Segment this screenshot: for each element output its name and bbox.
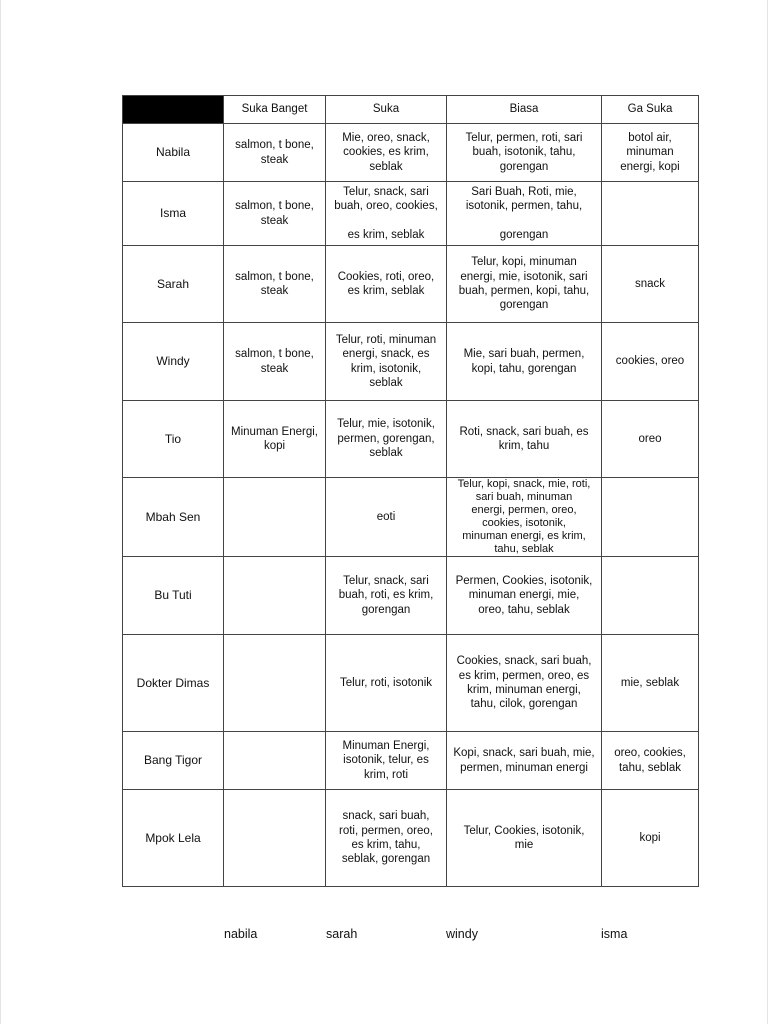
biasa-cell: Telur, kopi, snack, mie, roti, sari buah, minuman energi, permen, oreo, cookies, isotonik, minuman energi, es krim, tahu, seblak	[447, 478, 602, 557]
biasa-cell: Permen, Cookies, isotonik, minuman energi, mie, oreo, tahu, seblak	[447, 557, 602, 635]
footer-name-isma: isma	[601, 927, 628, 941]
biasa-cell: Telur, permen, roti, sari buah, isotonik, tahu, gorengan	[447, 124, 602, 182]
suka-cell: eoti	[326, 478, 447, 557]
ga-suka-cell	[602, 182, 699, 246]
header-suka: Suka	[326, 96, 447, 124]
suka-banget-cell: Minuman Energi, kopi	[224, 401, 326, 478]
person-name: Sarah	[123, 246, 224, 323]
suka-cell: Mie, oreo, snack, cookies, es krim, seblak	[326, 124, 447, 182]
biasa-cell: Telur, Cookies, isotonik, mie	[447, 790, 602, 887]
suka-cell: Telur, roti, isotonik	[326, 635, 447, 732]
table-row	[123, 732, 699, 790]
ga-suka-cell: kopi	[602, 790, 699, 887]
biasa-cell: Cookies, snack, sari buah, es krim, permen, oreo, es krim, minuman energi, tahu, cilok, gorengan	[447, 635, 602, 732]
header-ga-suka: Ga Suka	[602, 96, 699, 124]
person-name: Mpok Lela	[123, 790, 224, 887]
ga-suka-cell: cookies, oreo	[602, 323, 699, 401]
suka-banget-cell	[224, 635, 326, 732]
suka-banget-cell	[224, 478, 326, 557]
person-name: Isma	[123, 182, 224, 246]
header-corner-cell	[123, 96, 224, 124]
header-suka-banget: Suka Banget	[224, 96, 326, 124]
suka-cell: snack, sari buah, roti, permen, oreo, es krim, tahu, seblak, gorengan	[326, 790, 447, 887]
table-row	[123, 246, 699, 323]
footer-name-sarah: sarah	[326, 927, 358, 941]
table-row	[123, 635, 699, 732]
biasa-cell: Sari Buah, Roti, mie, isotonik, permen, tahu, gorengan	[447, 182, 602, 246]
person-name: Nabila	[123, 124, 224, 182]
table-row	[123, 401, 699, 478]
suka-cell: Cookies, roti, oreo, es krim, seblak	[326, 246, 447, 323]
biasa-cell: Mie, sari buah, permen, kopi, tahu, gorengan	[447, 323, 602, 401]
page-left-edge	[0, 0, 1, 1024]
person-name: Bang Tigor	[123, 732, 224, 790]
header-biasa: Biasa	[447, 96, 602, 124]
ga-suka-cell: mie, seblak	[602, 635, 699, 732]
suka-cell: Telur, mie, isotonik, permen, gorengan, seblak	[326, 401, 447, 478]
person-name: Tio	[123, 401, 224, 478]
ga-suka-cell: oreo	[602, 401, 699, 478]
suka-cell: Minuman Energi, isotonik, telur, es krim, roti	[326, 732, 447, 790]
footer-name-nabila: nabila	[224, 927, 258, 941]
person-name: Bu Tuti	[123, 557, 224, 635]
suka-cell: Telur, roti, minuman energi, snack, es krim, isotonik, seblak	[326, 323, 447, 401]
ga-suka-cell: snack	[602, 246, 699, 323]
suka-banget-cell	[224, 557, 326, 635]
biasa-cell: Kopi, snack, sari buah, mie, permen, minuman energi	[447, 732, 602, 790]
ga-suka-cell: botol air, minuman energi, kopi	[602, 124, 699, 182]
person-name: Dokter Dimas	[123, 635, 224, 732]
table-row	[123, 478, 699, 557]
table-row	[123, 557, 699, 635]
person-name: Mbah Sen	[123, 478, 224, 557]
suka-banget-cell: salmon, t bone, steak	[224, 124, 326, 182]
biasa-cell: Telur, kopi, minuman energi, mie, isotonik, sari buah, permen, kopi, tahu, gorengan	[447, 246, 602, 323]
ga-suka-cell	[602, 478, 699, 557]
biasa-cell: Roti, snack, sari buah, es krim, tahu	[447, 401, 602, 478]
suka-banget-cell	[224, 790, 326, 887]
footer-name-windy: windy	[446, 927, 478, 941]
table-row	[123, 124, 699, 182]
ga-suka-cell: oreo, cookies, tahu, seblak	[602, 732, 699, 790]
table-row	[123, 182, 699, 246]
suka-cell: Telur, snack, sari buah, oreo, cookies, es krim, seblak	[326, 182, 447, 246]
header-row	[123, 96, 699, 124]
suka-banget-cell: salmon, t bone, steak	[224, 323, 326, 401]
suka-banget-cell: salmon, t bone, steak	[224, 246, 326, 323]
person-name: Windy	[123, 323, 224, 401]
table-row	[123, 790, 699, 887]
suka-banget-cell: salmon, t bone, steak	[224, 182, 326, 246]
preference-table	[122, 95, 699, 887]
suka-cell: Telur, snack, sari buah, roti, es krim, gorengan	[326, 557, 447, 635]
suka-banget-cell	[224, 732, 326, 790]
ga-suka-cell	[602, 557, 699, 635]
table-row	[123, 323, 699, 401]
